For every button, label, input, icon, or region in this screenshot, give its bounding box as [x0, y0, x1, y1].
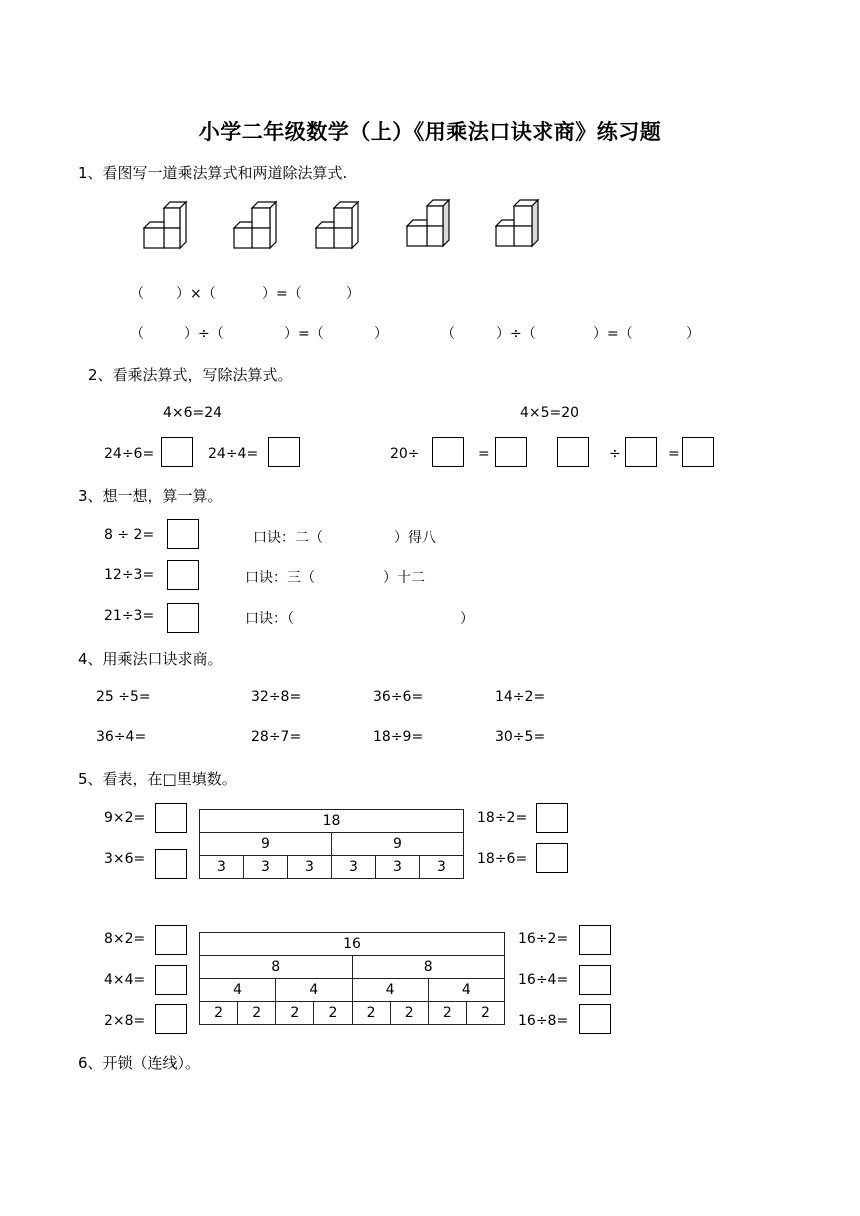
q5-t2-right-2: 16÷4=	[518, 972, 569, 988]
q3-expr-3: 21÷3=	[104, 608, 155, 624]
q5-t2-left-1: 8×2=	[104, 931, 146, 947]
q3-koujue-3a: 口诀：（	[245, 611, 294, 627]
q5-t1-right-1: 18÷2=	[477, 810, 528, 826]
q4-heading: 4、用乘法口诀求商。	[78, 650, 223, 668]
q1-row2b-div: ）÷（	[496, 326, 536, 342]
answer-box[interactable]	[155, 1004, 187, 1034]
q2-expr-2: 24÷4=	[208, 446, 259, 462]
q5-heading: 5、看表，在□里填数。	[78, 770, 237, 788]
table-cell: 8	[200, 956, 353, 979]
q1-row1-open: （	[130, 286, 144, 302]
q1-row1-times: ）×（	[176, 286, 216, 302]
table-cell: 2	[200, 1002, 238, 1025]
table-cell: 18	[200, 810, 464, 833]
answer-box[interactable]	[167, 603, 199, 633]
table-cell: 4	[276, 979, 352, 1002]
answer-box[interactable]	[579, 1004, 611, 1034]
answer-box[interactable]	[155, 965, 187, 995]
q4-item: 30÷5=	[495, 729, 546, 745]
answer-box[interactable]	[167, 519, 199, 549]
answer-box[interactable]	[557, 437, 589, 467]
answer-box[interactable]	[155, 803, 187, 833]
cube-figure-3	[316, 202, 358, 248]
table-cell: 4	[200, 979, 276, 1002]
q5-t1-left-1: 9×2=	[104, 810, 146, 826]
table-cell: 4	[428, 979, 504, 1002]
table-cell: 2	[428, 1002, 466, 1025]
q3-koujue-3b: ）	[460, 611, 474, 627]
table-cell: 2	[276, 1002, 314, 1025]
answer-box[interactable]	[167, 560, 199, 590]
page-title: 小学二年级数学（上）《用乘法口诀求商》练习题	[198, 120, 662, 144]
q1-row2b-eq: ）=（	[593, 326, 633, 342]
answer-box[interactable]	[579, 925, 611, 955]
table-cell: 9	[200, 833, 332, 856]
q5-t2-left-3: 2×8=	[104, 1013, 146, 1029]
cube-figure-2	[234, 202, 276, 248]
cube-figures	[0, 196, 860, 256]
q4-item: 18÷9=	[373, 729, 424, 745]
q3-expr-1: 8 ÷ 2=	[104, 527, 155, 543]
q3-koujue-2a: 口诀：三（	[245, 570, 315, 586]
q3-expr-2: 12÷3=	[104, 567, 155, 583]
q5-t2-left-2: 4×4=	[104, 972, 146, 988]
q2-eq-sign-2: =	[668, 446, 680, 462]
q1-row2a-open: （	[130, 326, 144, 342]
answer-box[interactable]	[495, 437, 527, 467]
q4-item: 25 ÷5=	[96, 689, 151, 705]
answer-box[interactable]	[432, 437, 464, 467]
cube-figure-4	[407, 200, 449, 246]
table-cell: 2	[314, 1002, 352, 1025]
table-cell: 2	[466, 1002, 504, 1025]
q3-koujue-1a: 口诀：二（	[253, 530, 323, 546]
q2-div-sign: ÷	[609, 446, 621, 462]
table-cell: 9	[332, 833, 464, 856]
q2-expr-1: 24÷6=	[104, 446, 155, 462]
table-cell: 3	[420, 856, 464, 879]
split-table-16	[199, 932, 505, 1025]
q1-row2a-close: ）	[374, 326, 388, 342]
split-table-18	[199, 809, 464, 879]
q1-heading: 1、看图写一道乘法算式和两道除法算式.	[78, 164, 348, 182]
q5-t1-left-2: 3×6=	[104, 851, 146, 867]
q4-item: 28÷7=	[251, 729, 302, 745]
answer-box[interactable]	[155, 849, 187, 879]
q1-row1-close: ）	[346, 286, 360, 302]
table-cell: 2	[352, 1002, 390, 1025]
q2-heading: 2、看乘法算式，写除法算式。	[88, 366, 293, 384]
answer-box[interactable]	[682, 437, 714, 467]
table-cell: 4	[352, 979, 428, 1002]
table-cell: 3	[200, 856, 244, 879]
answer-box[interactable]	[625, 437, 657, 467]
answer-box[interactable]	[161, 437, 193, 467]
answer-box[interactable]	[268, 437, 300, 467]
table-cell: 3	[244, 856, 288, 879]
table-cell: 3	[332, 856, 376, 879]
cube-figure-1	[144, 202, 186, 248]
q1-row2b-open: （	[441, 326, 455, 342]
answer-box[interactable]	[579, 965, 611, 995]
q2-eq-a: 4×6=24	[163, 405, 223, 421]
q4-item: 36÷4=	[96, 729, 147, 745]
table-cell: 8	[352, 956, 505, 979]
q3-koujue-1b: ）得八	[394, 530, 436, 546]
q3-heading: 3、想一想，算一算。	[78, 487, 223, 505]
q2-eq-sign-1: =	[478, 446, 490, 462]
q2-expr-3: 20÷	[390, 446, 420, 462]
q4-item: 36÷6=	[373, 689, 424, 705]
q5-t1-right-2: 18÷6=	[477, 851, 528, 867]
q6-heading: 6、开锁（连线）。	[78, 1054, 201, 1072]
q5-t2-right-3: 16÷8=	[518, 1013, 569, 1029]
answer-box[interactable]	[536, 843, 568, 873]
q5-t2-right-1: 16÷2=	[518, 931, 569, 947]
q4-item: 32÷8=	[251, 689, 302, 705]
q3-koujue-2b: ）十二	[383, 570, 425, 586]
table-cell: 16	[200, 933, 505, 956]
table-cell: 3	[288, 856, 332, 879]
q4-item: 14÷2=	[495, 689, 546, 705]
cube-figure-5	[496, 200, 538, 246]
answer-box[interactable]	[536, 803, 568, 833]
q1-row1-eq: ）=（	[262, 286, 302, 302]
q1-row2a-div: ）÷（	[184, 326, 224, 342]
q2-eq-b: 4×5=20	[520, 405, 580, 421]
answer-box[interactable]	[155, 925, 187, 955]
table-cell: 2	[238, 1002, 276, 1025]
table-cell: 2	[390, 1002, 428, 1025]
q1-row2b-close: ）	[686, 326, 700, 342]
q1-row2a-eq: ）=（	[284, 326, 324, 342]
table-cell: 3	[376, 856, 420, 879]
